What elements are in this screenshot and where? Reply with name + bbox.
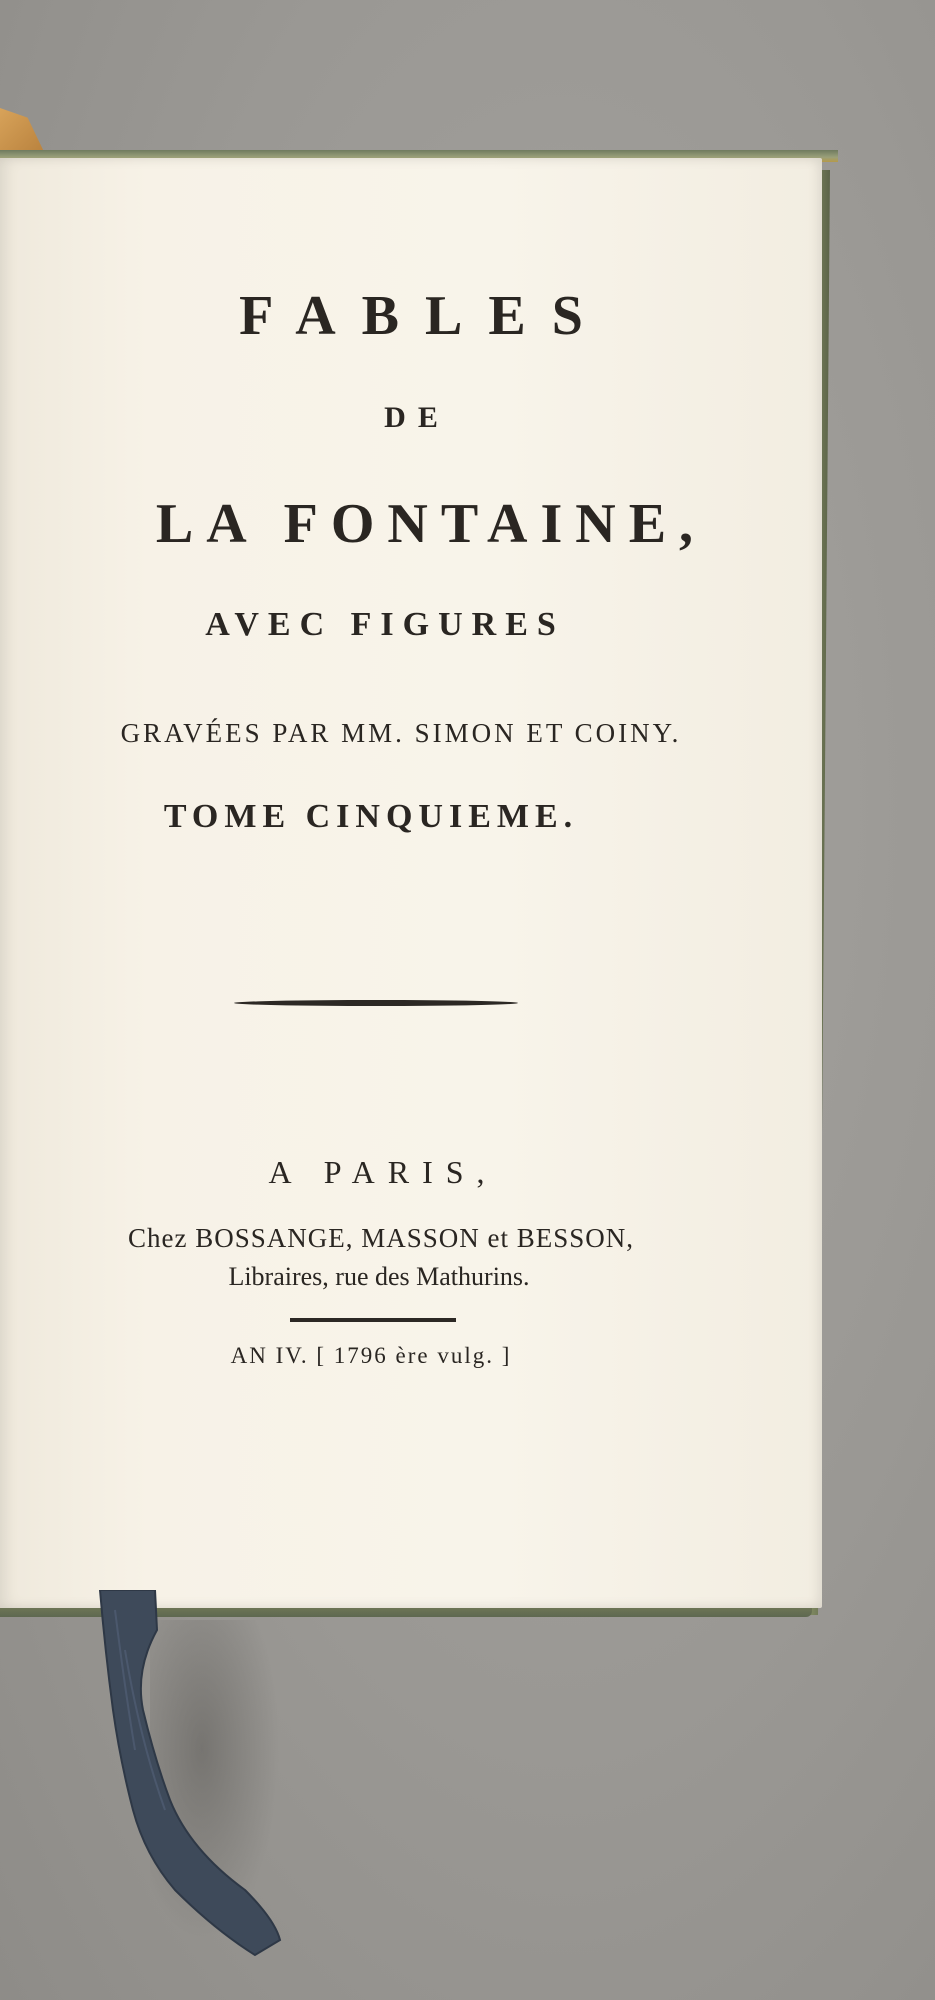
title-page [0, 158, 822, 1608]
subtitle-avec-figures: AVEC FIGURES [205, 606, 565, 643]
title-author: LA FONTAINE, [155, 493, 707, 555]
imprint-place: A PARIS, [268, 1154, 498, 1190]
volume-label: TOME CINQUIEME. [163, 798, 579, 835]
corner-tab [0, 108, 46, 156]
imprint-address: Libraires, rue des Mathurins. [228, 1262, 530, 1291]
title-de: DE [384, 401, 450, 434]
imprint-publisher: Chez BOSSANGE, MASSON et BESSON, [127, 1223, 635, 1253]
title-fables: FABLES [239, 285, 609, 347]
short-rule [290, 1318, 456, 1322]
imprint-date: AN IV. [ 1796 ère vulg. ] [230, 1343, 512, 1368]
decorative-rule [234, 1000, 518, 1006]
subtitle-gravees: GRAVÉES PAR MM. SIMON ET COINY. [120, 718, 682, 748]
bookmark-ribbon [95, 1590, 295, 1970]
